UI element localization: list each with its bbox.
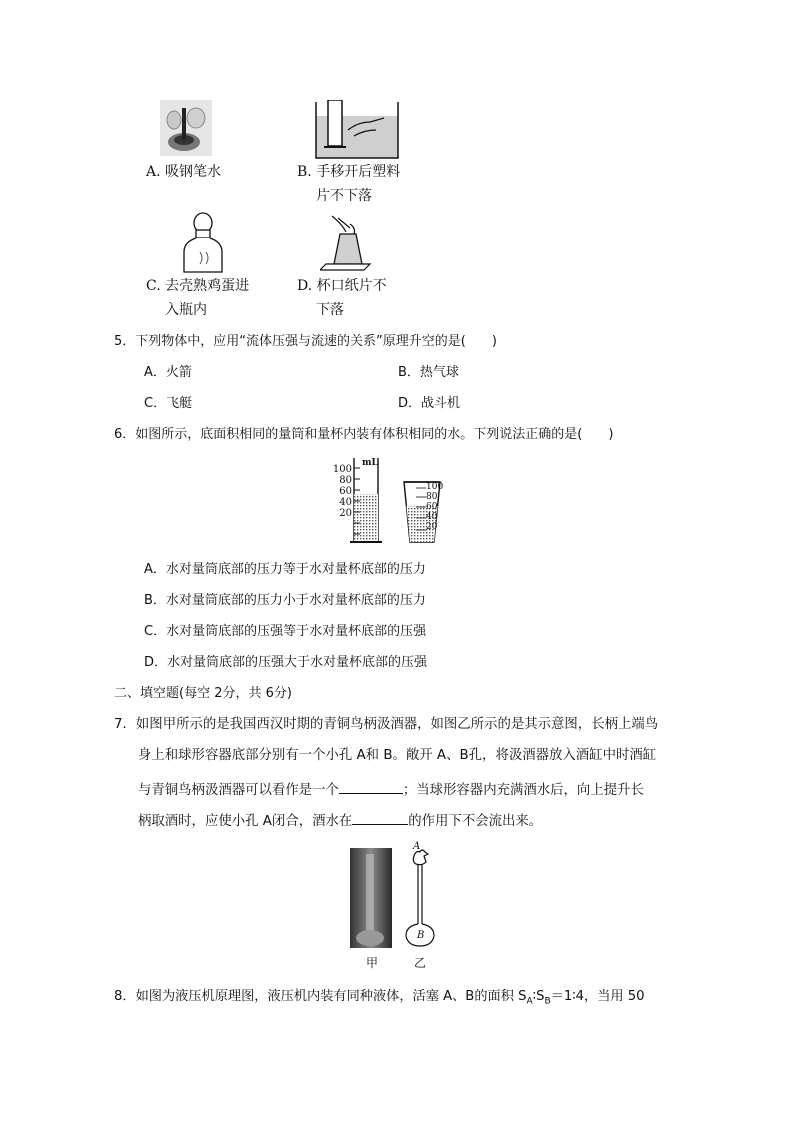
cup-tick-60: 60 — [426, 502, 438, 512]
q6-option-c: C．水对量筒底部的压强等于水对量杯底部的压强 — [144, 624, 427, 639]
cylinder-unit-label: mL — [362, 458, 378, 468]
q5-stem: 5．下列物体中，应用“流体压强与流速的关系”原理升空的是( ) — [114, 334, 497, 349]
option-d-caption-2: 下落 — [316, 302, 344, 318]
q8-sub-a: A — [526, 996, 533, 1007]
cup-paper-image — [320, 214, 376, 274]
option-d-caption-1: D. 杯口纸片不 — [297, 278, 387, 294]
q5-option-d: D．战斗机 — [398, 396, 461, 411]
q7-blank-2[interactable] — [352, 810, 408, 825]
option-c-caption-2: 入瓶内 — [165, 302, 207, 318]
q8-sub-b: B — [544, 996, 551, 1007]
cup-tick-labels — [426, 482, 443, 532]
cup-tick-100: 100 — [426, 482, 444, 492]
option-a-caption: A. 吸钢笔水 — [146, 164, 222, 180]
egg-bottle-image — [180, 212, 226, 274]
bronze-vessel-photo — [350, 848, 392, 948]
cylinder-tick-60: 60 — [339, 486, 352, 497]
cup-tick-80: 80 — [426, 492, 438, 502]
cylinder-tick-80: 80 — [339, 475, 352, 486]
q5-option-a: A．火箭 — [144, 365, 192, 380]
figure-yi-label: 乙 — [414, 956, 427, 970]
cylinder-cup-figure — [330, 454, 460, 550]
cylinder-tick-100: 100 — [332, 464, 352, 475]
q7-line-4 — [138, 810, 542, 832]
vessel-diagram — [400, 841, 440, 948]
pen-ink-image — [160, 100, 212, 156]
q7-line-4-end: 的作用下不会流出来。 — [408, 814, 543, 829]
cylinder-tick-20: 20 — [339, 508, 352, 519]
q6-option-a: A．水对量筒底部的压力等于水对量杯底部的压力 — [144, 562, 426, 577]
q6-option-d: D．水对量筒底部的压强大于水对量杯底部的压强 — [144, 655, 428, 670]
q7-line-4-start: 柄取酒时，应使小孔 A闭合，酒水在 — [138, 814, 353, 829]
q7-line-3 — [138, 779, 644, 801]
cylinder-tick-labels — [330, 464, 352, 519]
q8-text-start: 8．如图为液压机原理图，液压机内装有同种液体，活塞 A、B的面积 S — [114, 989, 527, 1004]
q6-stem: 6．如图所示，底面积相同的量筒和量杯内装有体积相同的水。下列说法正确的是( ) — [114, 427, 614, 442]
q8-text-end: ＝1∶4，当用 50 — [550, 989, 645, 1004]
cup-tick-20: 20 — [426, 522, 438, 532]
option-b-caption-1: B. 手移开后塑料 — [297, 164, 401, 180]
q8-line-1 — [114, 987, 645, 1012]
q8-ratio-sep: ∶S — [532, 989, 545, 1004]
option-b-caption-2: 片不下落 — [316, 188, 372, 204]
q5-option-b: B．热气球 — [398, 365, 459, 380]
figure-jia-label: 甲 — [366, 956, 379, 970]
hole-b-label: B — [417, 930, 425, 941]
q7-line-1: 7．如图甲所示的是我国西汉时期的青铜鸟柄汲酒器，如图乙所示的是其示意图，长柄上端鸟 — [114, 717, 659, 732]
q6-option-b: B．水对量筒底部的压力小于水对量杯底部的压力 — [144, 593, 426, 608]
plastic-sheet-image — [314, 100, 400, 160]
q7-blank-1[interactable] — [339, 779, 403, 794]
q7-line-3-start: 与青铜鸟柄汲酒器可以看作是一个 — [138, 783, 339, 798]
q7-line-2: 身上和球形容器底部分别有一个小孔 A和 B。敞开 A、B孔，将汲酒器放入酒缸中时酒缸 — [138, 748, 657, 763]
hole-a-label: A — [413, 841, 421, 852]
cup-tick-40: 40 — [426, 512, 438, 522]
q5-option-c: C．飞艇 — [144, 396, 193, 411]
option-c-caption-1: C. 去壳熟鸡蛋进 — [146, 278, 250, 294]
section-title: 二、填空题(每空 2分，共 6分) — [114, 686, 292, 701]
cylinder-tick-40: 40 — [339, 497, 352, 508]
q7-line-3-end: ；当球形容器内充满酒水后，向上提升长 — [402, 783, 644, 798]
